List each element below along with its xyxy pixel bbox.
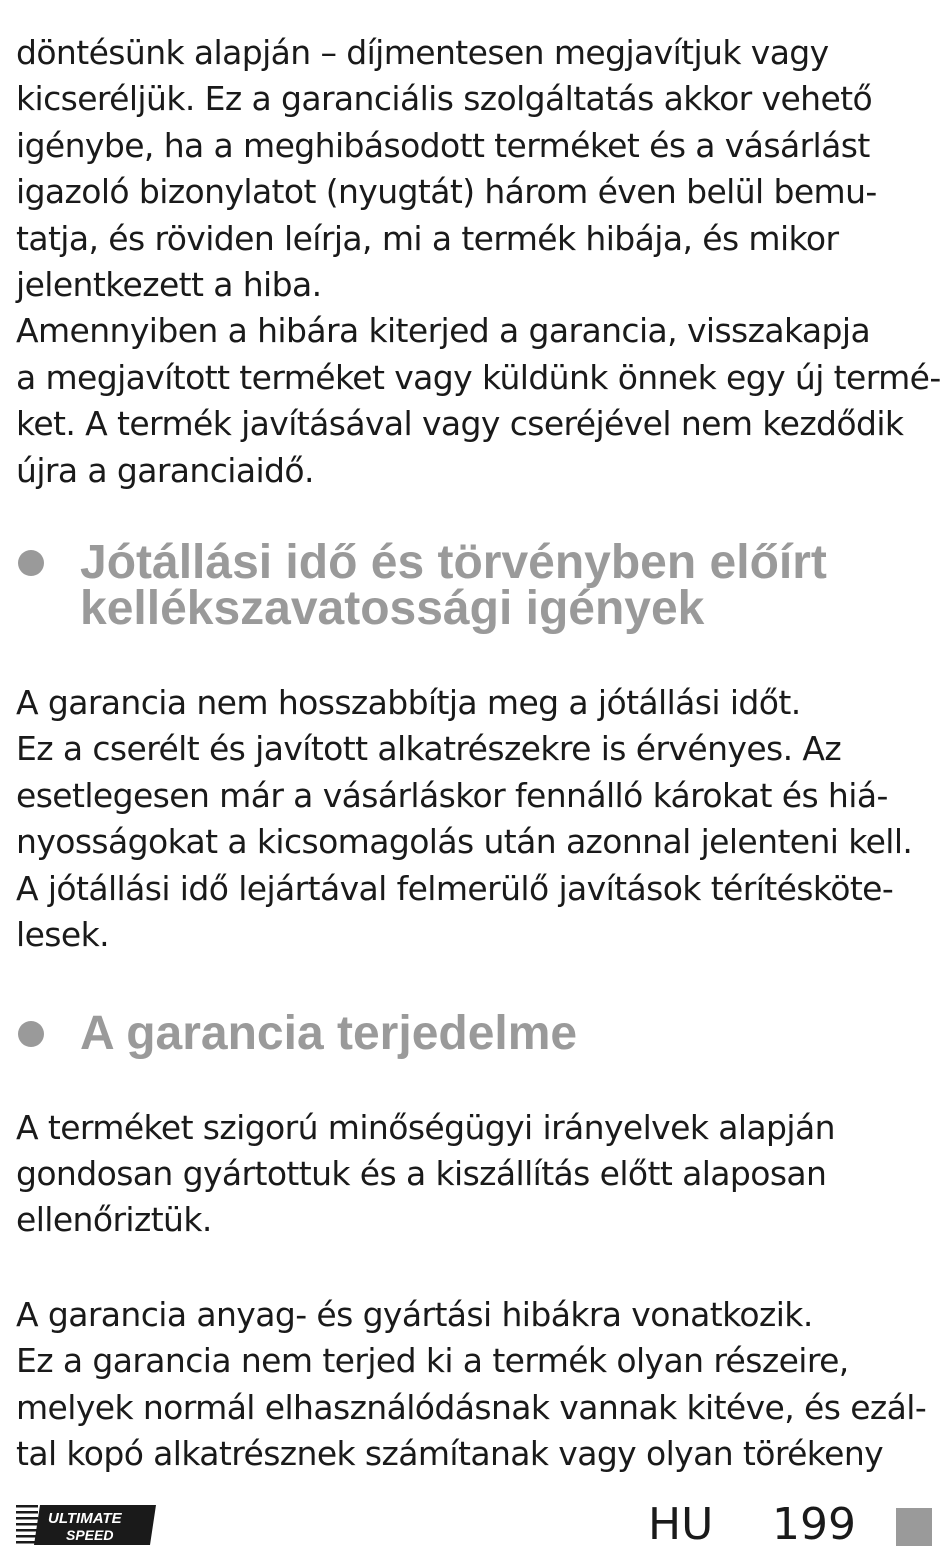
ultimate-speed-logo	[16, 1503, 156, 1547]
text-line: A terméket szigorú minőségügyi irányelvek alapján	[16, 1107, 835, 1147]
text-line: Ez a cserélt és javított alkatrészekre is érvényes. Az	[16, 729, 842, 769]
logo-text-ultimate: ULTIMATE	[48, 1510, 122, 1527]
text-line: A garancia anyag- és gyártási hibákra vonatkozik.	[16, 1294, 813, 1334]
heading-line: kellékszavatossági igények	[80, 582, 705, 636]
text-line: újra a garanciaidő.	[16, 450, 314, 490]
text-line: melyek normál elhasználódásnak vannak kitéve, és ezál-	[16, 1387, 927, 1427]
bullet-icon	[18, 1021, 44, 1047]
page-content	[16, 30, 941, 1477]
text-line: jelentkezett a hiba.	[16, 265, 322, 305]
paragraph-quality	[16, 1105, 936, 1244]
paragraph-warranty-period	[16, 680, 936, 958]
page-footer	[0, 1495, 950, 1555]
text-line: döntésünk alapján – díjmentesen megjavítjuk vagy	[16, 33, 829, 72]
heading-line: Jótállási idő és törvényben előírt	[80, 536, 827, 590]
language-code: HU	[648, 1499, 714, 1550]
text-line: A garancia nem hosszabbítja meg a jótállási időt.	[16, 683, 801, 723]
text-line: esetlegesen már a vásárláskor fennálló károkat és hiá-	[16, 775, 888, 815]
paragraph-coverage	[16, 1292, 936, 1478]
text-line: Ez a garancia nem terjed ki a termék olyan részeire,	[16, 1341, 849, 1381]
text-line: tal kopó alkatrésznek számítanak vagy olyan törékeny	[16, 1433, 884, 1473]
text-line: a megjavított terméket vagy küldünk önnek egy új termé-	[16, 357, 941, 397]
text-line: tatja, és röviden leírja, mi a termék hibája, és mikor	[16, 218, 839, 258]
text-line: igénybe, ha a meghibásodott terméket és a vásárlást	[16, 125, 870, 165]
section-heading-warranty-period	[16, 536, 936, 636]
page-number: 199	[772, 1499, 856, 1550]
section-heading-warranty-scope	[16, 1006, 936, 1060]
page-marker-square	[896, 1508, 932, 1546]
text-line: lesek.	[16, 915, 109, 955]
text-line: kicseréljük. Ez a garanciális szolgáltatás akkor vehető	[16, 79, 873, 119]
text-line: igazoló bizonylatot (nyugtát) három éven belül bemu-	[16, 172, 877, 212]
logo-text-speed: SPEED	[66, 1527, 114, 1543]
text-line: gondosan gyártottuk és a kiszállítás előtt alaposan	[16, 1153, 827, 1193]
text-line: ellenőriztük.	[16, 1200, 212, 1240]
text-line: ket. A termék javításával vagy cseréjével nem kezdődik	[16, 404, 904, 444]
paragraph-warranty-claim	[16, 30, 941, 494]
bullet-icon	[18, 550, 44, 576]
text-line: A jótállási idő lejártával felmerülő javítások térítésköte-	[16, 868, 894, 908]
text-line: Amennyiben a hibára kiterjed a garancia, visszakapja	[16, 311, 871, 351]
heading-line: A garancia terjedelme	[80, 1006, 578, 1060]
text-line: nyosságokat a kicsomagolás után azonnal jelenteni kell.	[16, 822, 913, 862]
